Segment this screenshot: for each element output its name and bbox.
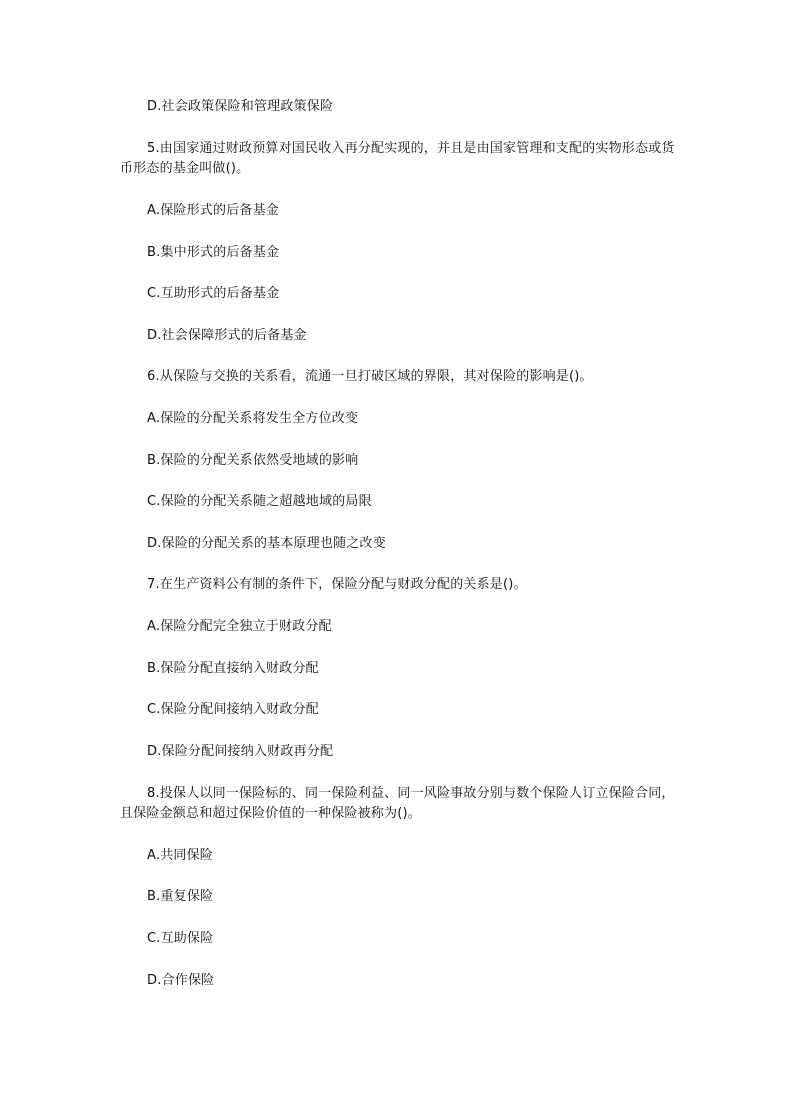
- q6-option-d: D.保险的分配关系的基本原理也随之改变: [147, 536, 386, 551]
- question-7: 7.在生产资料公有制的条件下，保险分配与财政分配的关系是()。: [147, 577, 527, 592]
- q7-option-c: C.保险分配间接纳入财政分配: [147, 702, 320, 717]
- q4-option-d: D.社会政策保险和管理政策保险: [147, 99, 334, 114]
- q7-option-b: B.保险分配直接纳入财政分配: [147, 661, 319, 676]
- question-5: 5.由国家通过财政预算对国民收入再分配实现的，并且是由国家管理和支配的实物形态或货币形态的基金叫做()。: [120, 141, 675, 176]
- q8-option-b: B.重复保险: [147, 889, 214, 904]
- q8-option-c: C.互助保险: [147, 931, 214, 946]
- question-8: 8.投保人以同一保险标的、同一保险利益、同一风险事故分别与数个保险人订立保险合同，且保险金额总和超过保险价值的一种保险被称为()。: [120, 786, 675, 821]
- q6-option-c: C.保险的分配关系随之超越地域的局限: [147, 494, 372, 509]
- q5-option-a: A.保险形式的后备基金: [147, 203, 279, 218]
- q5-option-d: D.社会保障形式的后备基金: [147, 328, 307, 343]
- q5-option-b: B.集中形式的后备基金: [147, 245, 280, 260]
- q5-option-c: C.互助形式的后备基金: [147, 286, 280, 301]
- question-6: 6.从保险与交换的关系看，流通一旦打破区域的界限，其对保险的影响是()。: [147, 369, 593, 384]
- q8-option-a: A.共同保险: [147, 848, 213, 863]
- q6-option-a: A.保险的分配关系将发生全方位改变: [147, 411, 359, 426]
- q6-option-b: B.保险的分配关系依然受地域的影响: [147, 453, 359, 468]
- q7-option-d: D.保险分配间接纳入财政再分配: [147, 744, 334, 759]
- q7-option-a: A.保险分配完全独立于财政分配: [147, 619, 332, 634]
- q8-option-d: D.合作保险: [147, 973, 215, 988]
